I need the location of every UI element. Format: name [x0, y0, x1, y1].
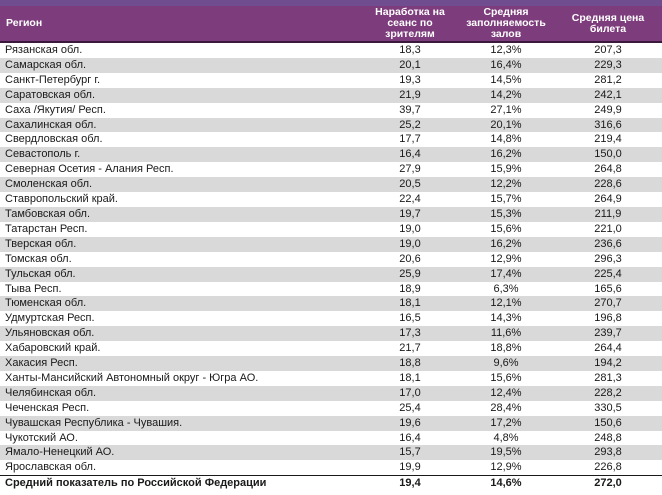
attendance-value-cell: 25,9 — [399, 267, 421, 280]
price-value-cell: 270,7 — [594, 297, 622, 310]
price-value-cell: 242,1 — [594, 88, 622, 101]
region-cell: Ямало-Ненецкий АО. — [5, 446, 115, 459]
price-value-cell: 281,2 — [594, 73, 622, 86]
occupancy-value-cell: 14,6% — [458, 476, 554, 491]
table-row — [0, 162, 662, 177]
price-value-cell: 281,3 — [594, 371, 622, 384]
region-cell: Ставропольский край. — [5, 193, 118, 206]
table-row — [0, 118, 662, 133]
region-cell: Чувашская Республика - Чувашия. — [5, 416, 183, 429]
occupancy-value-cell: 14,3% — [490, 312, 522, 325]
attendance-value-cell: 17,0 — [399, 386, 421, 399]
price-value-cell: 194,2 — [594, 357, 622, 370]
occupancy-value-cell: 20,1% — [490, 118, 522, 131]
table-row — [0, 356, 662, 371]
occupancy-value-cell: 17,4% — [490, 267, 522, 280]
attendance-value-cell: 19,6 — [399, 416, 421, 429]
table-row — [0, 416, 662, 431]
region-cell: Томская обл. — [5, 252, 72, 265]
price-value-cell: 264,8 — [594, 163, 622, 176]
price-value-cell: 165,6 — [594, 282, 622, 295]
attendance-value-cell: 20,1 — [399, 58, 421, 71]
region-cell: Севастополь г. — [5, 148, 81, 161]
occupancy-value-cell: 27,1% — [490, 103, 522, 116]
attendance-value-cell: 19,4 — [362, 476, 458, 491]
region-cell: Хакасия Респ. — [5, 357, 78, 370]
price-value-cell: 228,2 — [594, 386, 622, 399]
occupancy-value-cell: 15,6% — [490, 222, 522, 235]
col-header-ticket-price: Средняя цена билета — [554, 6, 662, 42]
regions-statistics-table — [0, 6, 662, 491]
region-cell: Саха /Якутия/ Респ. — [5, 103, 106, 116]
table-row — [0, 88, 662, 103]
price-value-cell: 225,4 — [594, 267, 622, 280]
price-value-cell: 150,0 — [594, 148, 622, 161]
table-row — [0, 222, 662, 237]
attendance-value-cell: 16,5 — [399, 312, 421, 325]
region-cell: Хабаровский край. — [5, 342, 101, 355]
region-cell: Чеченская Респ. — [5, 401, 90, 414]
price-value-cell: 330,5 — [594, 401, 622, 414]
occupancy-value-cell: 12,4% — [490, 386, 522, 399]
summary-row — [0, 476, 662, 491]
price-value-cell: 219,4 — [594, 133, 622, 146]
region-cell: Сахалинская обл. — [5, 118, 97, 131]
region-cell: Тюменская обл. — [5, 297, 87, 310]
occupancy-value-cell: 15,9% — [490, 163, 522, 176]
table-row — [0, 445, 662, 460]
table-row — [0, 282, 662, 297]
occupancy-value-cell: 19,5% — [490, 446, 522, 459]
price-value-cell: 221,0 — [594, 222, 622, 235]
table-row — [0, 371, 662, 386]
price-value-cell: 150,6 — [594, 416, 622, 429]
occupancy-value-cell: 12,9% — [490, 252, 522, 265]
region-cell: Ярославская обл. — [5, 461, 97, 474]
occupancy-value-cell: 4,8% — [493, 431, 519, 444]
table-row — [0, 311, 662, 326]
attendance-value-cell: 27,9 — [399, 163, 421, 176]
price-value-cell: 196,8 — [594, 312, 622, 325]
table-row — [0, 252, 662, 267]
region-cell: Татарстан Респ. — [5, 222, 88, 235]
region-cell: Челябинская обл. — [5, 386, 97, 399]
occupancy-value-cell: 28,4% — [490, 401, 522, 414]
price-value-cell: 207,3 — [594, 44, 622, 56]
price-value-cell: 296,3 — [594, 252, 622, 265]
attendance-value-cell: 18,9 — [399, 282, 421, 295]
table-row — [0, 326, 662, 341]
table-row — [0, 296, 662, 311]
attendance-value-cell: 15,7 — [399, 446, 421, 459]
attendance-value-cell: 25,2 — [399, 118, 421, 131]
occupancy-value-cell: 16,2% — [490, 148, 522, 161]
attendance-value-cell: 17,7 — [399, 133, 421, 146]
occupancy-value-cell: 15,7% — [490, 193, 522, 206]
occupancy-value-cell: 16,2% — [490, 237, 522, 250]
region-cell: Тамбовская обл. — [5, 207, 91, 220]
price-value-cell: 249,9 — [594, 103, 622, 116]
attendance-value-cell: 20,5 — [399, 178, 421, 191]
attendance-value-cell: 19,3 — [399, 73, 421, 86]
price-value-cell: 211,9 — [594, 207, 622, 220]
occupancy-value-cell: 15,3% — [490, 207, 522, 220]
price-value-cell: 236,6 — [594, 237, 622, 250]
table-row — [0, 207, 662, 222]
table-row — [0, 431, 662, 446]
price-value-cell: 228,6 — [594, 178, 622, 191]
occupancy-value-cell: 15,6% — [490, 371, 522, 384]
header-row — [0, 6, 662, 42]
col-header-hall-occupancy: Средняя заполняемость залов — [458, 6, 554, 42]
table-row — [0, 192, 662, 207]
price-value-cell: 264,9 — [594, 193, 622, 206]
price-value-cell: 264,4 — [594, 342, 622, 355]
attendance-value-cell: 20,6 — [399, 252, 421, 265]
table-row — [0, 42, 662, 58]
price-value-cell: 272,0 — [554, 476, 662, 491]
attendance-value-cell: 16,4 — [399, 148, 421, 161]
attendance-value-cell: 18,1 — [399, 297, 421, 310]
occupancy-value-cell: 14,8% — [490, 133, 522, 146]
occupancy-value-cell: 12,3% — [490, 44, 522, 56]
table-row — [0, 103, 662, 118]
attendance-value-cell: 17,3 — [399, 327, 421, 340]
region-cell: Тверская обл. — [5, 237, 77, 250]
region-cell: Средний показатель по Российской Федерации — [0, 476, 362, 491]
region-cell: Смоленская обл. — [5, 178, 93, 191]
price-value-cell: 229,3 — [594, 58, 622, 71]
region-cell: Санкт-Петербург г. — [5, 73, 101, 86]
price-value-cell: 293,8 — [594, 446, 622, 459]
attendance-value-cell: 19,0 — [399, 222, 421, 235]
region-cell: Тыва Респ. — [5, 282, 62, 295]
region-cell: Ульяновская обл. — [5, 327, 95, 340]
occupancy-value-cell: 6,3% — [493, 282, 519, 295]
table-row — [0, 132, 662, 147]
col-header-region: Регион — [0, 6, 362, 42]
table-row — [0, 267, 662, 282]
attendance-value-cell: 25,4 — [399, 401, 421, 414]
occupancy-value-cell: 11,6% — [490, 327, 522, 340]
occupancy-value-cell: 16,4% — [490, 58, 522, 71]
region-cell: Рязанская обл. — [5, 44, 83, 56]
occupancy-value-cell: 18,8% — [490, 342, 522, 355]
region-cell: Чукотский АО. — [5, 431, 78, 444]
table-row — [0, 341, 662, 356]
attendance-value-cell: 21,7 — [399, 342, 421, 355]
price-value-cell: 239,7 — [594, 327, 622, 340]
attendance-value-cell: 18,8 — [399, 357, 421, 370]
region-cell: Свердловская обл. — [5, 133, 103, 146]
region-cell: Тульская обл. — [5, 267, 76, 280]
occupancy-value-cell: 12,2% — [490, 178, 522, 191]
occupancy-value-cell: 12,1% — [490, 297, 522, 310]
occupancy-value-cell: 9,6% — [493, 357, 519, 370]
price-value-cell: 226,8 — [594, 461, 622, 474]
table-row — [0, 147, 662, 162]
occupancy-value-cell: 14,2% — [490, 88, 522, 101]
table-row — [0, 237, 662, 252]
attendance-value-cell: 21,9 — [399, 88, 421, 101]
col-header-attendance-per-session: Наработка на сеанс по зрителям — [362, 6, 458, 42]
attendance-value-cell: 18,1 — [399, 371, 421, 384]
price-value-cell: 316,6 — [594, 118, 622, 131]
region-cell: Северная Осетия - Алания Респ. — [5, 163, 174, 176]
attendance-value-cell: 19,9 — [399, 461, 421, 474]
table-row — [0, 401, 662, 416]
table-row — [0, 460, 662, 475]
table-row — [0, 177, 662, 192]
occupancy-value-cell: 14,5% — [490, 73, 522, 86]
occupancy-value-cell: 17,2% — [490, 416, 522, 429]
price-value-cell: 248,8 — [594, 431, 622, 444]
occupancy-value-cell: 12,9% — [490, 461, 522, 474]
table-row — [0, 58, 662, 73]
attendance-value-cell: 16,4 — [399, 431, 421, 444]
attendance-value-cell: 19,0 — [399, 237, 421, 250]
attendance-value-cell: 18,3 — [399, 44, 421, 56]
attendance-value-cell: 19,7 — [399, 207, 421, 220]
table-row — [0, 386, 662, 401]
region-cell: Самарская обл. — [5, 58, 87, 71]
attendance-value-cell: 39,7 — [399, 103, 421, 116]
table-row — [0, 73, 662, 88]
region-cell: Саратовская обл. — [5, 88, 96, 101]
attendance-value-cell: 22,4 — [399, 193, 421, 206]
region-cell: Удмуртская Респ. — [5, 312, 95, 325]
region-cell: Ханты-Мансийский Автономный округ - Югра АО. — [5, 371, 259, 384]
